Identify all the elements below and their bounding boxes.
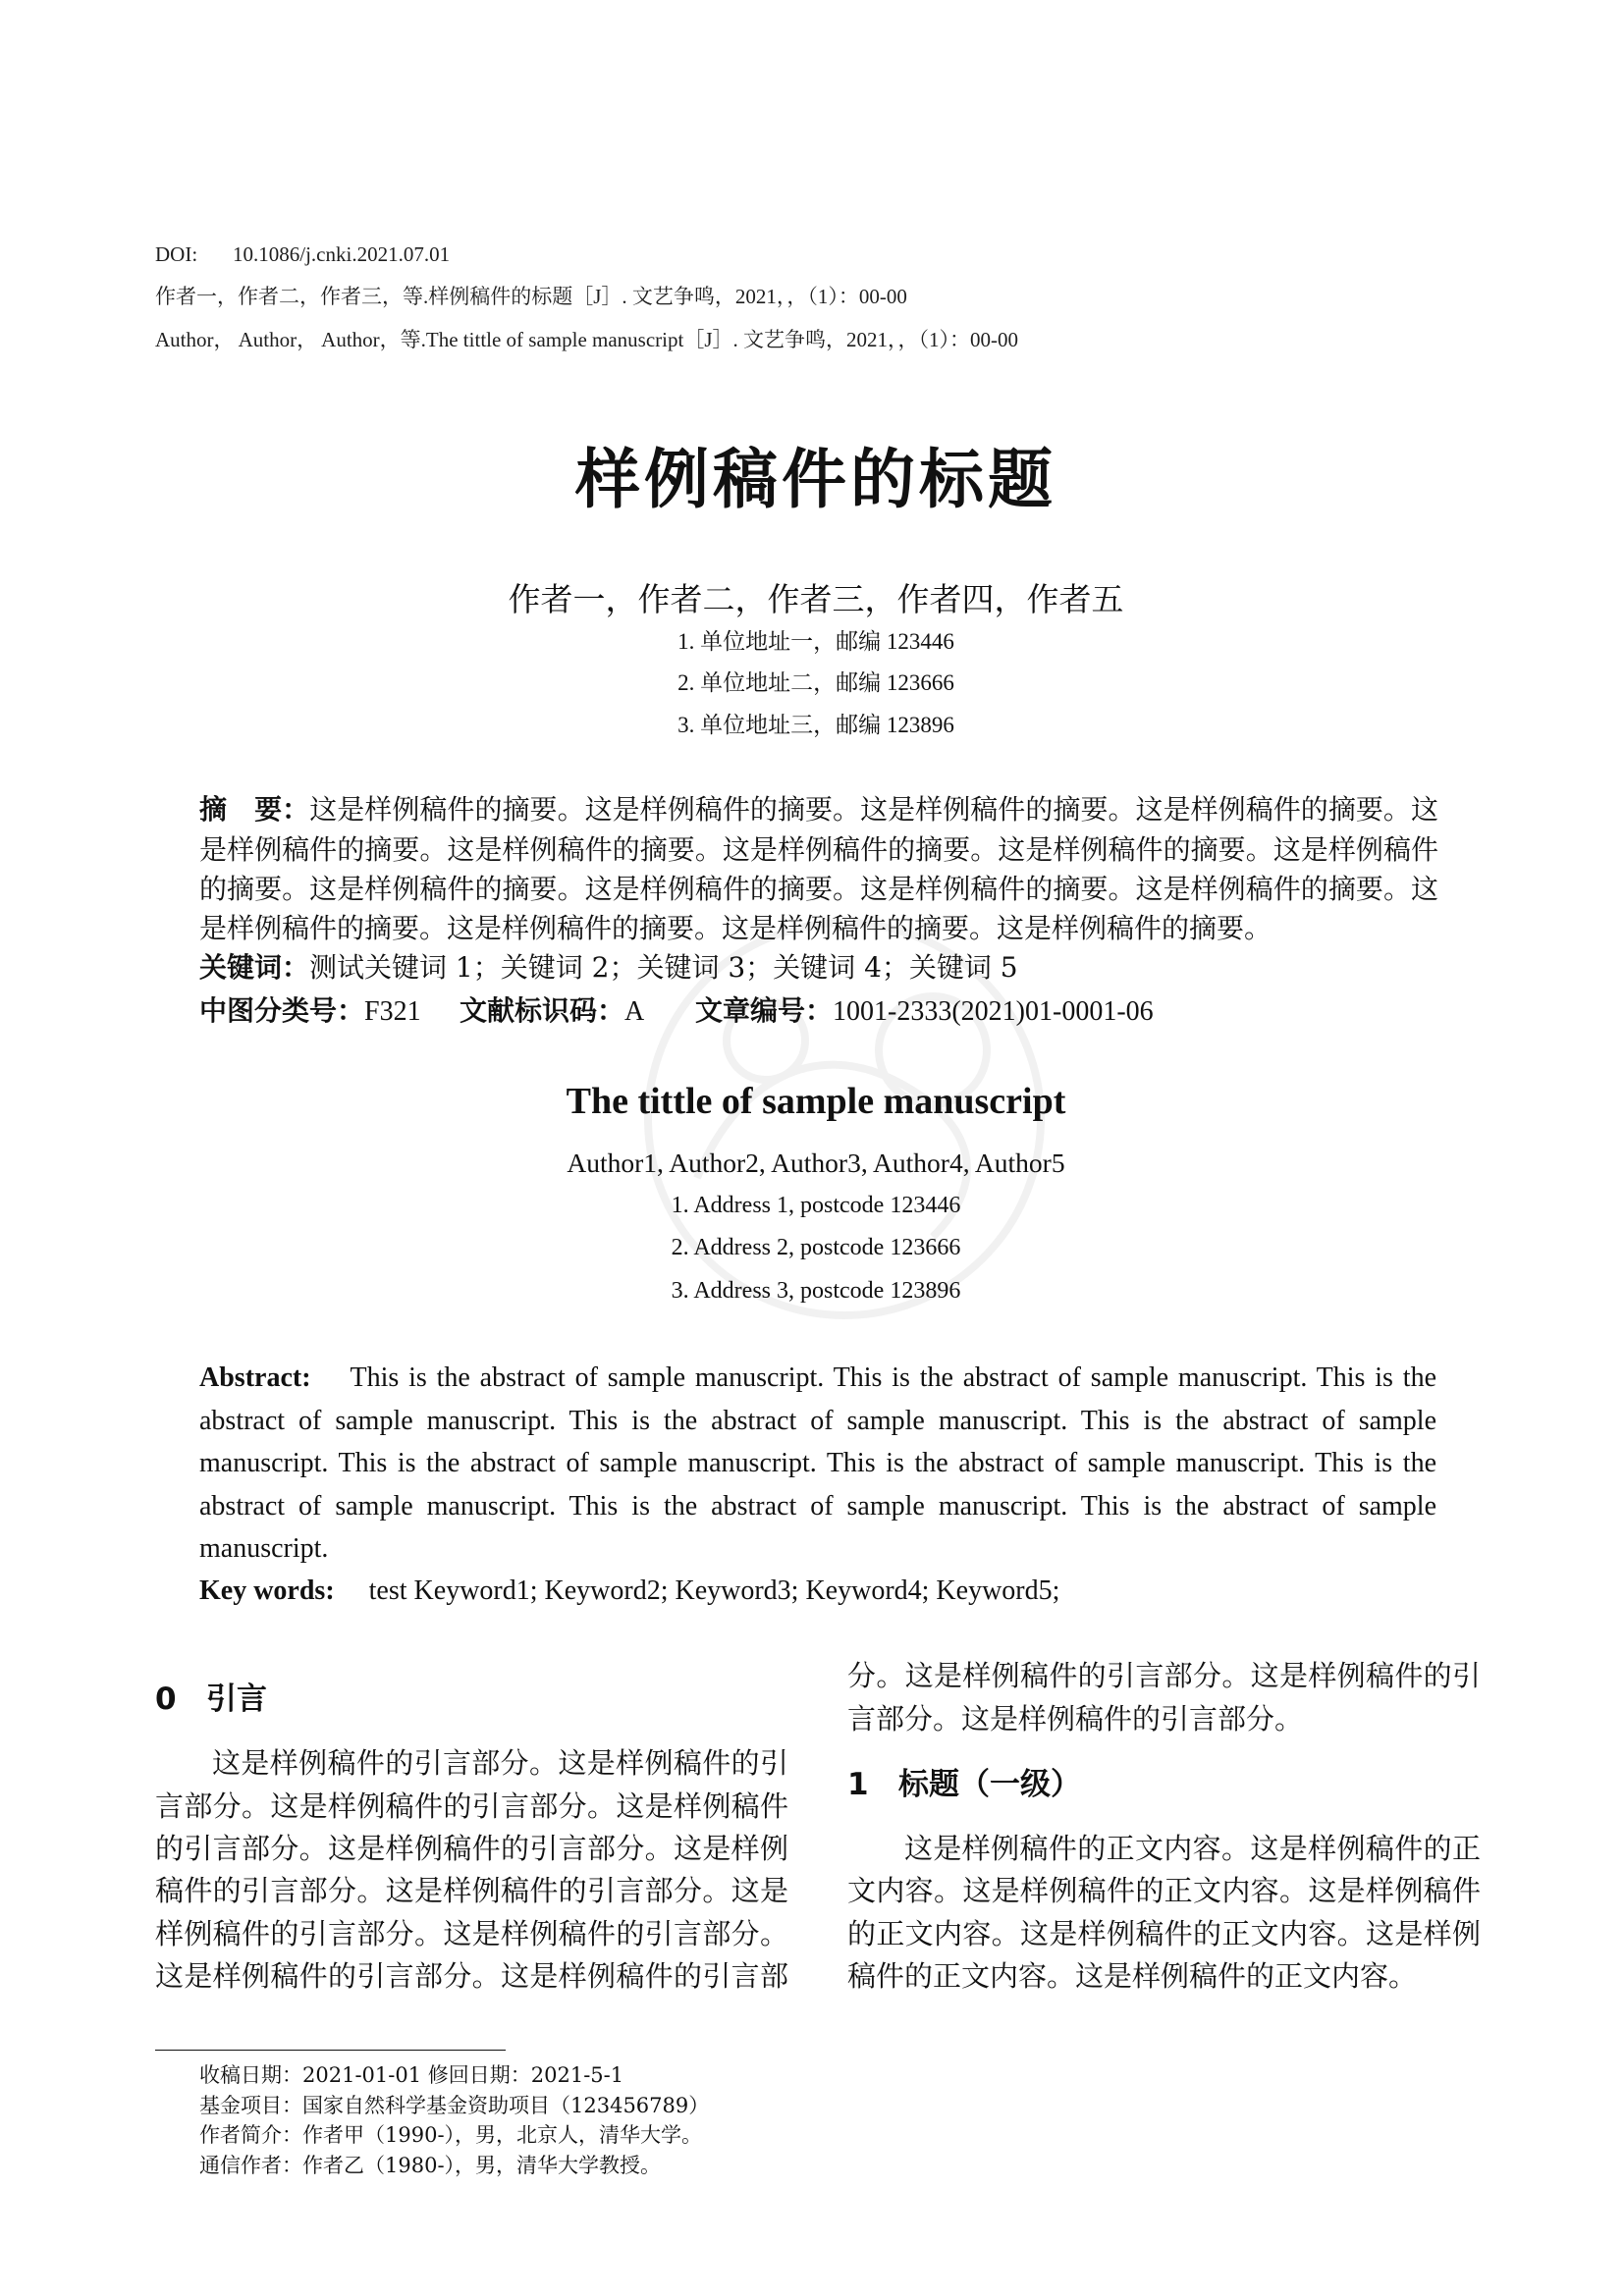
- section-number: 0: [155, 1682, 177, 1718]
- article-no-value: 1001-2333(2021)01-0001-06: [833, 996, 1154, 1027]
- en-affiliation: 3. Address 3, postcode 123896: [671, 1277, 961, 1304]
- cn-keywords: [199, 948, 1018, 988]
- classification-line: [199, 991, 1438, 1031]
- doc-code-group: [460, 991, 644, 1032]
- section-title: 引言: [206, 1682, 267, 1718]
- section-heading: [847, 1740, 1481, 1828]
- cn-affiliation: 2. 单位地址二，邮编 123666: [677, 670, 954, 696]
- doi-line: [155, 240, 450, 268]
- cn-affiliation: 3. 单位地址三，邮编 123896: [677, 713, 954, 738]
- footnote-funding: 基金项目：国家自然科学基金资助项目（123456789）: [199, 2093, 710, 2117]
- doc-code-label: 文献标识码：: [460, 994, 625, 1027]
- footnote-received-date: 收稿日期：2021-01-01 修回日期：2021-5-1: [199, 2063, 624, 2087]
- footnote-divider: [155, 2050, 506, 2051]
- article-no-group: [695, 991, 1154, 1032]
- cn-abstract-text: 这是样例稿件的摘要。这是样例稿件的摘要。这是样例稿件的摘要。这是样例稿件的摘要。这是样例稿件的摘要。这是样例稿件的摘要。这是样例稿件的摘要。这是样例稿件的摘要。这是样例稿件的摘要。这是样例稿件的摘要。这是样例稿件的摘要。这是样例稿件的摘要。这是样例稿件的摘要。这是样例稿件的摘要。这是样例稿件的摘要。这是样例稿件的摘要。这是样例稿件的摘要。: [199, 793, 1438, 945]
- cn-abstract: [199, 790, 1438, 948]
- en-abstract-label: Abstract:: [199, 1362, 311, 1394]
- cn-keywords-text: 测试关键词 1；关键词 2；关键词 3；关键词 4；关键词 5: [309, 951, 1018, 985]
- en-title: The tittle of sample manuscript: [566, 1080, 1066, 1122]
- citation-en: Author， Author， Author，等.The tittle of sample manuscript［J］. 文艺争鸣，2021，，（1）：00-00: [155, 327, 1019, 351]
- cn-authors: 作者一，作者二，作者三，作者四，作者五: [508, 579, 1124, 618]
- en-keywords-label: Key words:: [199, 1575, 335, 1606]
- clc-value: F321: [364, 996, 421, 1027]
- cn-affiliations: [155, 621, 1477, 748]
- cn-title: 样例稿件的标题: [575, 441, 1056, 517]
- en-abstract-text: This is the abstract of sample manuscript. This is the abstract of sample manuscript. This is the abstract of sample manuscript. This is the abstract of sample manuscript. This is the abstract of sample manuscript. This is the abstract of sample manuscript. This is the abstract of sample manuscript. This is the abstract of sample manuscript. This is the abstract of sample manuscript. This is the abstract of sample manuscript.: [199, 1362, 1436, 1564]
- section-heading: [155, 1655, 788, 1742]
- footnote-corresponding-author: 通信作者：作者乙（1980-），男，清华大学教授。: [199, 2153, 662, 2177]
- en-keywords-text: test Keyword1; Keyword2; Keyword3; Keyword4; Keyword5;: [368, 1575, 1060, 1606]
- section-paragraph: 这是样例稿件的正文内容。这是样例稿件的正文内容。这是样例稿件的正文内容。这是样例稿件的正文内容。这是样例稿件的正文内容。这是样例稿件的正文内容。这是样例稿件的正文内容。: [847, 1831, 1481, 1993]
- cn-abstract-label: 摘 要：: [199, 793, 310, 827]
- cn-keywords-label: 关键词：: [199, 951, 310, 985]
- cn-affiliation: 1. 单位地址一，邮编 123446: [677, 628, 954, 654]
- body-columns: [155, 1655, 1481, 2001]
- clc-group: [199, 991, 421, 1032]
- en-affiliations: [155, 1185, 1477, 1313]
- footnote-author-bio: 作者简介：作者甲（1990-），男，北京人，清华大学。: [199, 2123, 703, 2147]
- footnotes: [199, 2060, 709, 2180]
- en-keywords: [199, 1570, 1059, 1613]
- section-title: 标题（一级）: [898, 1766, 1081, 1802]
- doi-value: 10.1086/j.cnki.2021.07.01: [233, 241, 451, 266]
- section-number: 1: [847, 1766, 869, 1802]
- en-affiliation: 2. Address 2, postcode 123666: [671, 1235, 961, 1261]
- en-affiliation: 1. Address 1, postcode 123446: [671, 1192, 961, 1218]
- citation-cn: 作者一，作者二，作者三，等.样例稿件的标题［J］. 文艺争鸣，2021，，（1）：00-00: [155, 285, 907, 309]
- en-authors: Author1, Author2, Author3, Author4, Author5: [567, 1147, 1065, 1178]
- doc-code-value: A: [624, 996, 645, 1027]
- en-abstract: [199, 1357, 1436, 1570]
- section-paragraph: 这是样例稿件的引言部分。这是样例稿件的引言部分。这是样例稿件的引言部分。这是样例稿件的引言部分。这是样例稿件的引言部分。这是样例稿件的引言部分。这是样例稿件的引言部分。这是样例稿件的引言部分。这是样例稿件的引言部分。这是样例稿件的引言部分。这是样例稿件的引言部分。这是样例稿件的引言部分。这是样例稿件的引言部分。这是样例稿件的引言部分。: [155, 1659, 1481, 1993]
- doi-label: DOI:: [155, 241, 198, 266]
- clc-label: 中图分类号：: [199, 994, 365, 1027]
- article-no-label: 文章编号：: [695, 994, 834, 1027]
